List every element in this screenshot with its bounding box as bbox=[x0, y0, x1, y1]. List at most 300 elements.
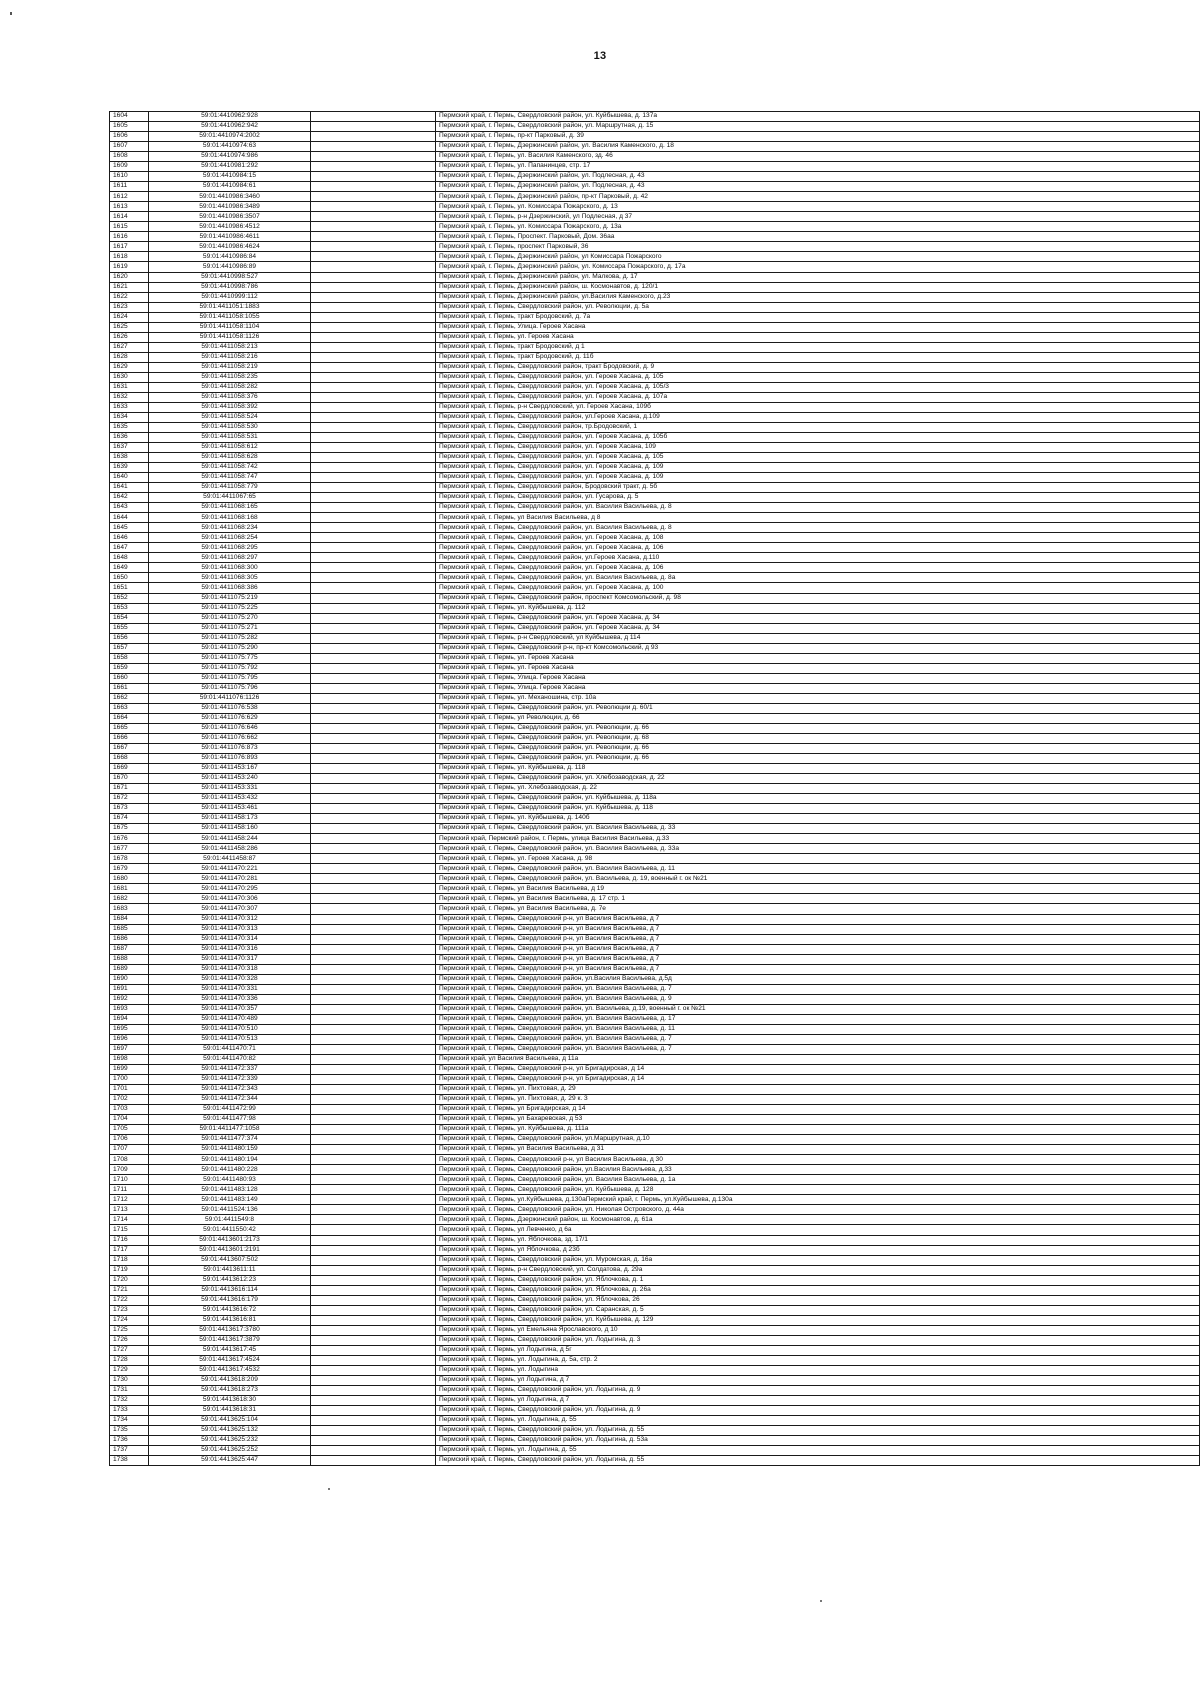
empty-cell bbox=[311, 804, 436, 814]
address-cell: Пермский край, г. Пермь, Свердловский район, ул. Героев Хасана, д. 109 bbox=[436, 463, 1200, 473]
row-number-cell: 1726 bbox=[110, 1335, 149, 1345]
address-cell: Пермский край, г. Пермь, Свердловский район, Бродовский тракт, д. 5б bbox=[436, 483, 1200, 493]
cadastral-number-cell: 59:01:4411458:244 bbox=[149, 834, 311, 844]
address-cell: Пермский край, г. Пермь, Свердловский р-н, ул Бригадирская, д 14 bbox=[436, 1075, 1200, 1085]
address-cell: Пермский край, г. Пермь, ул. Героев Хасана bbox=[436, 332, 1200, 342]
row-number-cell: 1690 bbox=[110, 974, 149, 984]
cadastral-number-cell: 59:01:4411058:779 bbox=[149, 483, 311, 493]
row-number-cell: 1650 bbox=[110, 573, 149, 583]
address-cell: Пермский край, г. Пермь, Свердловский район, ул. Революции, д. 66 bbox=[436, 754, 1200, 764]
empty-cell bbox=[311, 723, 436, 733]
cadastral-number-cell: 59:01:4411068:300 bbox=[149, 563, 311, 573]
row-number-cell: 1692 bbox=[110, 994, 149, 1004]
empty-cell bbox=[311, 1024, 436, 1034]
empty-cell bbox=[311, 1044, 436, 1054]
row-number-cell: 1660 bbox=[110, 673, 149, 683]
address-cell: Пермский край, г. Пермь, р-н Свердловский, ул. Героев Хасана, 109б bbox=[436, 402, 1200, 412]
cadastral-number-cell: 59:01:4411068:168 bbox=[149, 513, 311, 523]
empty-cell bbox=[311, 663, 436, 673]
empty-cell bbox=[311, 1416, 436, 1426]
row-number-cell: 1663 bbox=[110, 703, 149, 713]
cadastral-number-cell: 59:01:4411058:392 bbox=[149, 402, 311, 412]
cadastral-number-cell: 59:01:4411067:65 bbox=[149, 493, 311, 503]
table-row bbox=[110, 142, 1200, 152]
row-number-cell: 1631 bbox=[110, 382, 149, 392]
row-number-cell: 1620 bbox=[110, 272, 149, 282]
row-number-cell: 1728 bbox=[110, 1355, 149, 1365]
empty-cell bbox=[311, 122, 436, 132]
cadastral-number-cell: 59:01:4411068:234 bbox=[149, 523, 311, 533]
cadastral-number-cell: 59:01:4411076:538 bbox=[149, 703, 311, 713]
address-cell: Пермский край, г. Пермь, ул. Героев Хасана bbox=[436, 663, 1200, 673]
table-row bbox=[110, 122, 1200, 132]
cadastral-number-cell: 59:01:4411458:286 bbox=[149, 844, 311, 854]
empty-cell bbox=[311, 1125, 436, 1135]
address-cell: Пермский край, г. Пермь, Свердловский район, ул.Героев Хасана, д.110 bbox=[436, 553, 1200, 563]
table-row bbox=[110, 362, 1200, 372]
empty-cell bbox=[311, 623, 436, 633]
row-number-cell: 1626 bbox=[110, 332, 149, 342]
cadastral-number-cell: 59:01:4411075:270 bbox=[149, 613, 311, 623]
table-row bbox=[110, 814, 1200, 824]
address-cell: Пермский край, ул Василия Васильева, д 11а bbox=[436, 1054, 1200, 1064]
empty-cell bbox=[311, 1225, 436, 1235]
empty-cell bbox=[311, 503, 436, 513]
empty-cell bbox=[311, 974, 436, 984]
empty-cell bbox=[311, 372, 436, 382]
row-number-cell: 1604 bbox=[110, 112, 149, 122]
table-row bbox=[110, 1215, 1200, 1225]
address-cell: Пермский край, г. Пермь, Дзержинский район, пр-кт Парковый, д. 42 bbox=[436, 192, 1200, 202]
empty-cell bbox=[311, 884, 436, 894]
address-cell: Пермский край, г. Пермь, Свердловский район, ул.Героев Хасана, д.109 bbox=[436, 412, 1200, 422]
address-cell: Пермский край, г. Пермь, ул Левченко, д 6а bbox=[436, 1225, 1200, 1235]
row-number-cell: 1702 bbox=[110, 1095, 149, 1105]
row-number-cell: 1674 bbox=[110, 814, 149, 824]
table-row bbox=[110, 523, 1200, 533]
table-row bbox=[110, 1365, 1200, 1375]
table-row bbox=[110, 754, 1200, 764]
table-row bbox=[110, 1125, 1200, 1135]
table-row bbox=[110, 332, 1200, 342]
address-cell: Пермский край, г. Пермь, Свердловский район, ул. Василия Васильева, д. 33 bbox=[436, 824, 1200, 834]
cadastral-number-cell: 59:01:4411470:328 bbox=[149, 974, 311, 984]
empty-cell bbox=[311, 1255, 436, 1265]
row-number-cell: 1720 bbox=[110, 1275, 149, 1285]
row-number-cell: 1657 bbox=[110, 643, 149, 653]
empty-cell bbox=[311, 1135, 436, 1145]
empty-cell bbox=[311, 1325, 436, 1335]
cadastral-number-cell: 59:01:4411058:216 bbox=[149, 352, 311, 362]
row-number-cell: 1715 bbox=[110, 1225, 149, 1235]
empty-cell bbox=[311, 834, 436, 844]
cadastral-number-cell: 59:01:4411470:316 bbox=[149, 944, 311, 954]
address-cell: Пермский край, г. Пермь, Дзержинский район, ул. Комиссара Пожарского, д. 17а bbox=[436, 262, 1200, 272]
address-cell: Пермский край, г. Пермь, ул. Лодыгина bbox=[436, 1365, 1200, 1375]
row-number-cell: 1606 bbox=[110, 132, 149, 142]
table-row bbox=[110, 1285, 1200, 1295]
address-cell: Пермский край, г. Пермь, Свердловский район, ул. Василия Васильева, д. 8а bbox=[436, 573, 1200, 583]
cadastral-number-cell: 59:01:4411480:93 bbox=[149, 1175, 311, 1185]
empty-cell bbox=[311, 322, 436, 332]
table-row bbox=[110, 402, 1200, 412]
row-number-cell: 1684 bbox=[110, 914, 149, 924]
empty-cell bbox=[311, 292, 436, 302]
table-row bbox=[110, 242, 1200, 252]
cadastral-number-cell: 59:01:4411075:282 bbox=[149, 633, 311, 643]
cadastral-number-cell: 59:01:4411075:219 bbox=[149, 593, 311, 603]
row-number-cell: 1701 bbox=[110, 1085, 149, 1095]
cadastral-number-cell: 59:01:4413601:2173 bbox=[149, 1235, 311, 1245]
cadastral-number-cell: 59:01:4411068:165 bbox=[149, 503, 311, 513]
row-number-cell: 1719 bbox=[110, 1265, 149, 1275]
cadastral-number-cell: 59:01:4411477:1058 bbox=[149, 1125, 311, 1135]
cadastral-number-cell: 59:01:4413616:81 bbox=[149, 1315, 311, 1325]
table-row bbox=[110, 723, 1200, 733]
cadastral-number-cell: 59:01:4411453:432 bbox=[149, 794, 311, 804]
cadastral-number-cell: 59:01:4410984:15 bbox=[149, 172, 311, 182]
table-row bbox=[110, 884, 1200, 894]
address-cell: Пермский край, г. Пермь, Свердловский район, проспект Комсомольский, д. 98 bbox=[436, 593, 1200, 603]
row-number-cell: 1605 bbox=[110, 122, 149, 132]
cadastral-number-cell: 59:01:4413625:232 bbox=[149, 1436, 311, 1446]
empty-cell bbox=[311, 1385, 436, 1395]
row-number-cell: 1661 bbox=[110, 683, 149, 693]
address-cell: Пермский край, г. Пермь, Свердловский район, ул. Революции, д. 66 bbox=[436, 743, 1200, 753]
cadastral-number-cell: 59:01:4411470:295 bbox=[149, 884, 311, 894]
cadastral-number-cell: 59:01:4410998:527 bbox=[149, 272, 311, 282]
row-number-cell: 1729 bbox=[110, 1365, 149, 1375]
row-number-cell: 1679 bbox=[110, 864, 149, 874]
row-number-cell: 1607 bbox=[110, 142, 149, 152]
cadastral-number-cell: 59:01:4411058:376 bbox=[149, 392, 311, 402]
cadastral-number-cell: 59:01:4410986:89 bbox=[149, 262, 311, 272]
address-cell: Пермский край, г. Пермь, ул. Пихтовая, д. 29 к. 3 bbox=[436, 1095, 1200, 1105]
empty-cell bbox=[311, 533, 436, 543]
row-number-cell: 1704 bbox=[110, 1115, 149, 1125]
table-row bbox=[110, 603, 1200, 613]
cadastral-number-cell: 59:01:4413616:179 bbox=[149, 1295, 311, 1305]
table-row bbox=[110, 643, 1200, 653]
empty-cell bbox=[311, 844, 436, 854]
empty-cell bbox=[311, 1215, 436, 1225]
table-row bbox=[110, 382, 1200, 392]
row-number-cell: 1677 bbox=[110, 844, 149, 854]
table-row bbox=[110, 1235, 1200, 1245]
address-cell: Пермский край, г. Пермь, Свердловский район, тракт Бродовский, д. 9 bbox=[436, 362, 1200, 372]
cadastral-number-cell: 59:01:4411453:167 bbox=[149, 764, 311, 774]
cadastral-number-cell: 59:01:4411453:240 bbox=[149, 774, 311, 784]
address-cell: Пермский край, г. Пермь, Свердловский р-н, ул Бригадирская, д 14 bbox=[436, 1064, 1200, 1074]
empty-cell bbox=[311, 874, 436, 884]
row-number-cell: 1734 bbox=[110, 1416, 149, 1426]
table-row bbox=[110, 1416, 1200, 1426]
cadastral-number-cell: 59:01:4411068:295 bbox=[149, 543, 311, 553]
table-row bbox=[110, 663, 1200, 673]
table-row bbox=[110, 1024, 1200, 1034]
cadastral-number-cell: 59:01:4410981:292 bbox=[149, 162, 311, 172]
row-number-cell: 1633 bbox=[110, 402, 149, 412]
cadastral-number-cell: 59:01:4411470:82 bbox=[149, 1054, 311, 1064]
address-cell: Пермский край, г. Пермь, Свердловский район, ул. Героев Хасана, д. 34 bbox=[436, 623, 1200, 633]
empty-cell bbox=[311, 603, 436, 613]
table-row bbox=[110, 613, 1200, 623]
row-number-cell: 1714 bbox=[110, 1215, 149, 1225]
address-cell: Пермский край, г. Пермь, Свердловский район, ул. Героев Хасана, д. 107а bbox=[436, 392, 1200, 402]
table-row bbox=[110, 292, 1200, 302]
address-cell: Пермский край, г. Пермь, Свердловский район, ул.Маршрутная, д.10 bbox=[436, 1135, 1200, 1145]
table-row bbox=[110, 733, 1200, 743]
empty-cell bbox=[311, 1034, 436, 1044]
row-number-cell: 1654 bbox=[110, 613, 149, 623]
table-row bbox=[110, 1115, 1200, 1125]
row-number-cell: 1638 bbox=[110, 453, 149, 463]
address-cell: Пермский край, г. Пермь, Свердловский район, ул. Революции, д. 68 bbox=[436, 733, 1200, 743]
address-cell: Пермский край, г. Пермь, Свердловский район, ул. Лодыгина, д. 3 bbox=[436, 1335, 1200, 1345]
cadastral-number-cell: 59:01:4410998:786 bbox=[149, 282, 311, 292]
row-number-cell: 1608 bbox=[110, 152, 149, 162]
row-number-cell: 1686 bbox=[110, 934, 149, 944]
address-cell: Пермский край, г. Пермь, ул Василия Васильева, д 19 bbox=[436, 884, 1200, 894]
table-row bbox=[110, 934, 1200, 944]
row-number-cell: 1616 bbox=[110, 232, 149, 242]
table-row bbox=[110, 974, 1200, 984]
table-row bbox=[110, 1355, 1200, 1365]
table-row bbox=[110, 112, 1200, 122]
row-number-cell: 1639 bbox=[110, 463, 149, 473]
table-row bbox=[110, 182, 1200, 192]
cadastral-number-cell: 59:01:4411068:297 bbox=[149, 553, 311, 563]
row-number-cell: 1629 bbox=[110, 362, 149, 372]
address-cell: Пермский край, г. Пермь, Улица. Героев Хасана bbox=[436, 673, 1200, 683]
empty-cell bbox=[311, 1275, 436, 1285]
cadastral-number-cell: 59:01:4411470:318 bbox=[149, 964, 311, 974]
row-number-cell: 1731 bbox=[110, 1385, 149, 1395]
address-cell: Пермский край, г. Пермь, ул. Василия Каменского, зд. 46 bbox=[436, 152, 1200, 162]
empty-cell bbox=[311, 1406, 436, 1416]
row-number-cell: 1627 bbox=[110, 342, 149, 352]
row-number-cell: 1723 bbox=[110, 1305, 149, 1315]
table-row bbox=[110, 222, 1200, 232]
cadastral-number-cell: 59:01:4410986:4624 bbox=[149, 242, 311, 252]
address-cell: Пермский край, г. Пермь, Свердловский район, ул. Муромская, д. 16а bbox=[436, 1255, 1200, 1265]
row-number-cell: 1724 bbox=[110, 1315, 149, 1325]
cadastral-number-cell: 59:01:4411470:221 bbox=[149, 864, 311, 874]
cadastral-number-cell: 59:01:4411075:795 bbox=[149, 673, 311, 683]
row-number-cell: 1736 bbox=[110, 1436, 149, 1446]
row-number-cell: 1698 bbox=[110, 1054, 149, 1064]
empty-cell bbox=[311, 212, 436, 222]
row-number-cell: 1721 bbox=[110, 1285, 149, 1295]
cadastral-number-cell: 59:01:4411470:317 bbox=[149, 954, 311, 964]
table-row bbox=[110, 212, 1200, 222]
empty-cell bbox=[311, 643, 436, 653]
cadastral-number-cell: 59:01:4411549:8 bbox=[149, 1215, 311, 1225]
cadastral-number-cell: 59:01:4411470:510 bbox=[149, 1024, 311, 1034]
empty-cell bbox=[311, 703, 436, 713]
address-cell: Пермский край, г. Пермь, Свердловский район, ул. Героев Хасана, д. 105 bbox=[436, 453, 1200, 463]
empty-cell bbox=[311, 392, 436, 402]
scan-artifact bbox=[10, 12, 12, 15]
address-cell: Пермский край, г. Пермь, Улица. Героев Хасана bbox=[436, 683, 1200, 693]
cadastral-number-cell: 59:01:4411483:149 bbox=[149, 1195, 311, 1205]
address-cell: Пермский край, г. Пермь, Свердловский р-н, ул Василия Васильева, д 7 bbox=[436, 954, 1200, 964]
row-number-cell: 1718 bbox=[110, 1255, 149, 1265]
address-cell: Пермский край, г. Пермь, Свердловский р-н, ул Василия Васильева, д 7 bbox=[436, 924, 1200, 934]
empty-cell bbox=[311, 593, 436, 603]
empty-cell bbox=[311, 1095, 436, 1105]
table-row bbox=[110, 1446, 1200, 1456]
table-row bbox=[110, 804, 1200, 814]
address-cell: Пермский край, г. Пермь, Свердловский р-н, ул Василия Васильева, д 7 bbox=[436, 914, 1200, 924]
address-cell: Пермский край, г. Пермь, Проспект. Парковый, Дом. 36аа bbox=[436, 232, 1200, 242]
empty-cell bbox=[311, 653, 436, 663]
address-cell: Пермский край, г. Пермь, Свердловский район, ул. Лодыгина, д. 53а bbox=[436, 1436, 1200, 1446]
empty-cell bbox=[311, 1205, 436, 1215]
address-cell: Пермский край, г. Пермь, Свердловский район, ул. Яблочкова, д. 1 bbox=[436, 1275, 1200, 1285]
cadastral-number-cell: 59:01:4411470:313 bbox=[149, 924, 311, 934]
row-number-cell: 1610 bbox=[110, 172, 149, 182]
address-cell: Пермский край, г. Пермь, Свердловский район, ул. Василия Васильева, д. 17 bbox=[436, 1014, 1200, 1024]
address-cell: Пермский край, г. Пермь, Свердловский район, ул. Василия Васильева, д. 33а bbox=[436, 844, 1200, 854]
empty-cell bbox=[311, 352, 436, 362]
empty-cell bbox=[311, 563, 436, 573]
row-number-cell: 1673 bbox=[110, 804, 149, 814]
empty-cell bbox=[311, 262, 436, 272]
row-number-cell: 1651 bbox=[110, 583, 149, 593]
empty-cell bbox=[311, 1075, 436, 1085]
cadastral-number-cell: 59:01:4411470:314 bbox=[149, 934, 311, 944]
address-cell: Пермский край, г. Пермь, ул Лодыгина, д 7 bbox=[436, 1396, 1200, 1406]
empty-cell bbox=[311, 1345, 436, 1355]
table-row bbox=[110, 794, 1200, 804]
row-number-cell: 1681 bbox=[110, 884, 149, 894]
address-cell: Пермский край, г. Пермь, ул. Комиссара Пожарского, д. 13 bbox=[436, 202, 1200, 212]
table-row bbox=[110, 844, 1200, 854]
empty-cell bbox=[311, 1335, 436, 1345]
table-row bbox=[110, 1105, 1200, 1115]
empty-cell bbox=[311, 1195, 436, 1205]
table-row bbox=[110, 463, 1200, 473]
cadastral-number-cell: 59:01:4410986:4611 bbox=[149, 232, 311, 242]
empty-cell bbox=[311, 693, 436, 703]
row-number-cell: 1655 bbox=[110, 623, 149, 633]
table-row bbox=[110, 834, 1200, 844]
empty-cell bbox=[311, 302, 436, 312]
table-row bbox=[110, 713, 1200, 723]
cadastral-number-cell: 59:01:4411058:213 bbox=[149, 342, 311, 352]
address-cell: Пермский край, г. Пермь, Дзержинский район, ш. Космонавтов, д. 120/1 bbox=[436, 282, 1200, 292]
table-row bbox=[110, 1456, 1200, 1466]
table-row bbox=[110, 774, 1200, 784]
empty-cell bbox=[311, 924, 436, 934]
address-cell: Пермский край, г. Пермь, ул. Лодыгина, д. 55 bbox=[436, 1446, 1200, 1456]
address-cell: Пермский край, г. Пермь, ул. Куйбышева, д. 118 bbox=[436, 764, 1200, 774]
empty-cell bbox=[311, 172, 436, 182]
empty-cell bbox=[311, 1436, 436, 1446]
row-number-cell: 1725 bbox=[110, 1325, 149, 1335]
empty-cell bbox=[311, 112, 436, 122]
row-number-cell: 1727 bbox=[110, 1345, 149, 1355]
address-cell: Пермский край, г. Пермь, ул Лодыгина, д 7 bbox=[436, 1375, 1200, 1385]
table-row bbox=[110, 262, 1200, 272]
row-number-cell: 1683 bbox=[110, 904, 149, 914]
table-row bbox=[110, 1205, 1200, 1215]
row-number-cell: 1635 bbox=[110, 422, 149, 432]
address-cell: Пермский край, г. Пермь, Свердловский район, ул. Хлебозаводская, д. 22 bbox=[436, 774, 1200, 784]
cadastral-number-cell: 59:01:4411470:489 bbox=[149, 1014, 311, 1024]
cadastral-number-cell: 59:01:4411076:1126 bbox=[149, 693, 311, 703]
table-row bbox=[110, 1345, 1200, 1355]
cadastral-number-cell: 59:01:4413617:4524 bbox=[149, 1355, 311, 1365]
row-number-cell: 1644 bbox=[110, 513, 149, 523]
row-number-cell: 1640 bbox=[110, 473, 149, 483]
empty-cell bbox=[311, 332, 436, 342]
row-number-cell: 1685 bbox=[110, 924, 149, 934]
cadastral-number-cell: 59:01:4411076:893 bbox=[149, 754, 311, 764]
address-cell: Пермский край, г. Пермь, Свердловский район, ул. Героев Хасана, д. 109 bbox=[436, 473, 1200, 483]
row-number-cell: 1664 bbox=[110, 713, 149, 723]
cadastral-number-cell: 59:01:4411058:524 bbox=[149, 412, 311, 422]
table-row bbox=[110, 342, 1200, 352]
empty-cell bbox=[311, 1085, 436, 1095]
table-row bbox=[110, 1004, 1200, 1014]
address-cell: Пермский край, г. Пермь, Свердловский район, ул. Лодыгина, д. 9 bbox=[436, 1385, 1200, 1395]
row-number-cell: 1706 bbox=[110, 1135, 149, 1145]
address-cell: Пермский край, Пермский район, г. Пермь, улица Василия Васильева, д.33 bbox=[436, 834, 1200, 844]
row-number-cell: 1614 bbox=[110, 212, 149, 222]
row-number-cell: 1691 bbox=[110, 984, 149, 994]
address-cell: Пермский край, г. Пермь, Свердловский район, ул. Героев Хасана, д. 105/3 bbox=[436, 382, 1200, 392]
cadastral-number-cell: 59:01:4411075:271 bbox=[149, 623, 311, 633]
empty-cell bbox=[311, 252, 436, 262]
empty-cell bbox=[311, 272, 436, 282]
cadastral-number-cell: 59:01:4411470:281 bbox=[149, 874, 311, 884]
table-row bbox=[110, 1375, 1200, 1385]
cadastral-number-cell: 59:01:4411075:290 bbox=[149, 643, 311, 653]
address-cell: Пермский край, г. Пермь, Свердловский р-н, ул Василия Васильева, д 7 bbox=[436, 964, 1200, 974]
row-number-cell: 1634 bbox=[110, 412, 149, 422]
table-row bbox=[110, 1064, 1200, 1074]
row-number-cell: 1688 bbox=[110, 954, 149, 964]
cadastral-number-cell: 59:01:4413607:502 bbox=[149, 1255, 311, 1265]
address-cell: Пермский край, г. Пермь, р-н Свердловский, ул. Солдатова, д. 29а bbox=[436, 1265, 1200, 1275]
row-number-cell: 1659 bbox=[110, 663, 149, 673]
table-row bbox=[110, 433, 1200, 443]
cadastral-number-cell: 59:01:4413625:252 bbox=[149, 1446, 311, 1456]
address-cell: Пермский край, г. Пермь, Свердловский район, ул. Василия Васильева, д. 7 bbox=[436, 1034, 1200, 1044]
table-row bbox=[110, 412, 1200, 422]
table-row bbox=[110, 503, 1200, 513]
empty-cell bbox=[311, 282, 436, 292]
table-row bbox=[110, 854, 1200, 864]
address-cell: Пермский край, г. Пермь, Свердловский район, ул. Героев Хасана, д. 34 bbox=[436, 613, 1200, 623]
table-row bbox=[110, 1245, 1200, 1255]
cadastral-number-cell: 59:01:4411075:796 bbox=[149, 683, 311, 693]
cadastral-number-cell: 59:01:4411058:1055 bbox=[149, 312, 311, 322]
table-row bbox=[110, 563, 1200, 573]
address-cell: Пермский край, г. Пермь, ул. Куйбышева, д. 111а bbox=[436, 1125, 1200, 1135]
address-cell: Пермский край, г. Пермь, ул. Яблочкова, зд. 17/1 bbox=[436, 1235, 1200, 1245]
row-number-cell: 1705 bbox=[110, 1125, 149, 1135]
cadastral-number-cell: 59:01:4411058:282 bbox=[149, 382, 311, 392]
empty-cell bbox=[311, 523, 436, 533]
empty-cell bbox=[311, 743, 436, 753]
address-cell: Пермский край, г. Пермь, Свердловский р-н, ул Василия Васильева, д 30 bbox=[436, 1155, 1200, 1165]
table-row bbox=[110, 533, 1200, 543]
cadastral-number-cell: 59:01:4411470:513 bbox=[149, 1034, 311, 1044]
empty-cell bbox=[311, 132, 436, 142]
